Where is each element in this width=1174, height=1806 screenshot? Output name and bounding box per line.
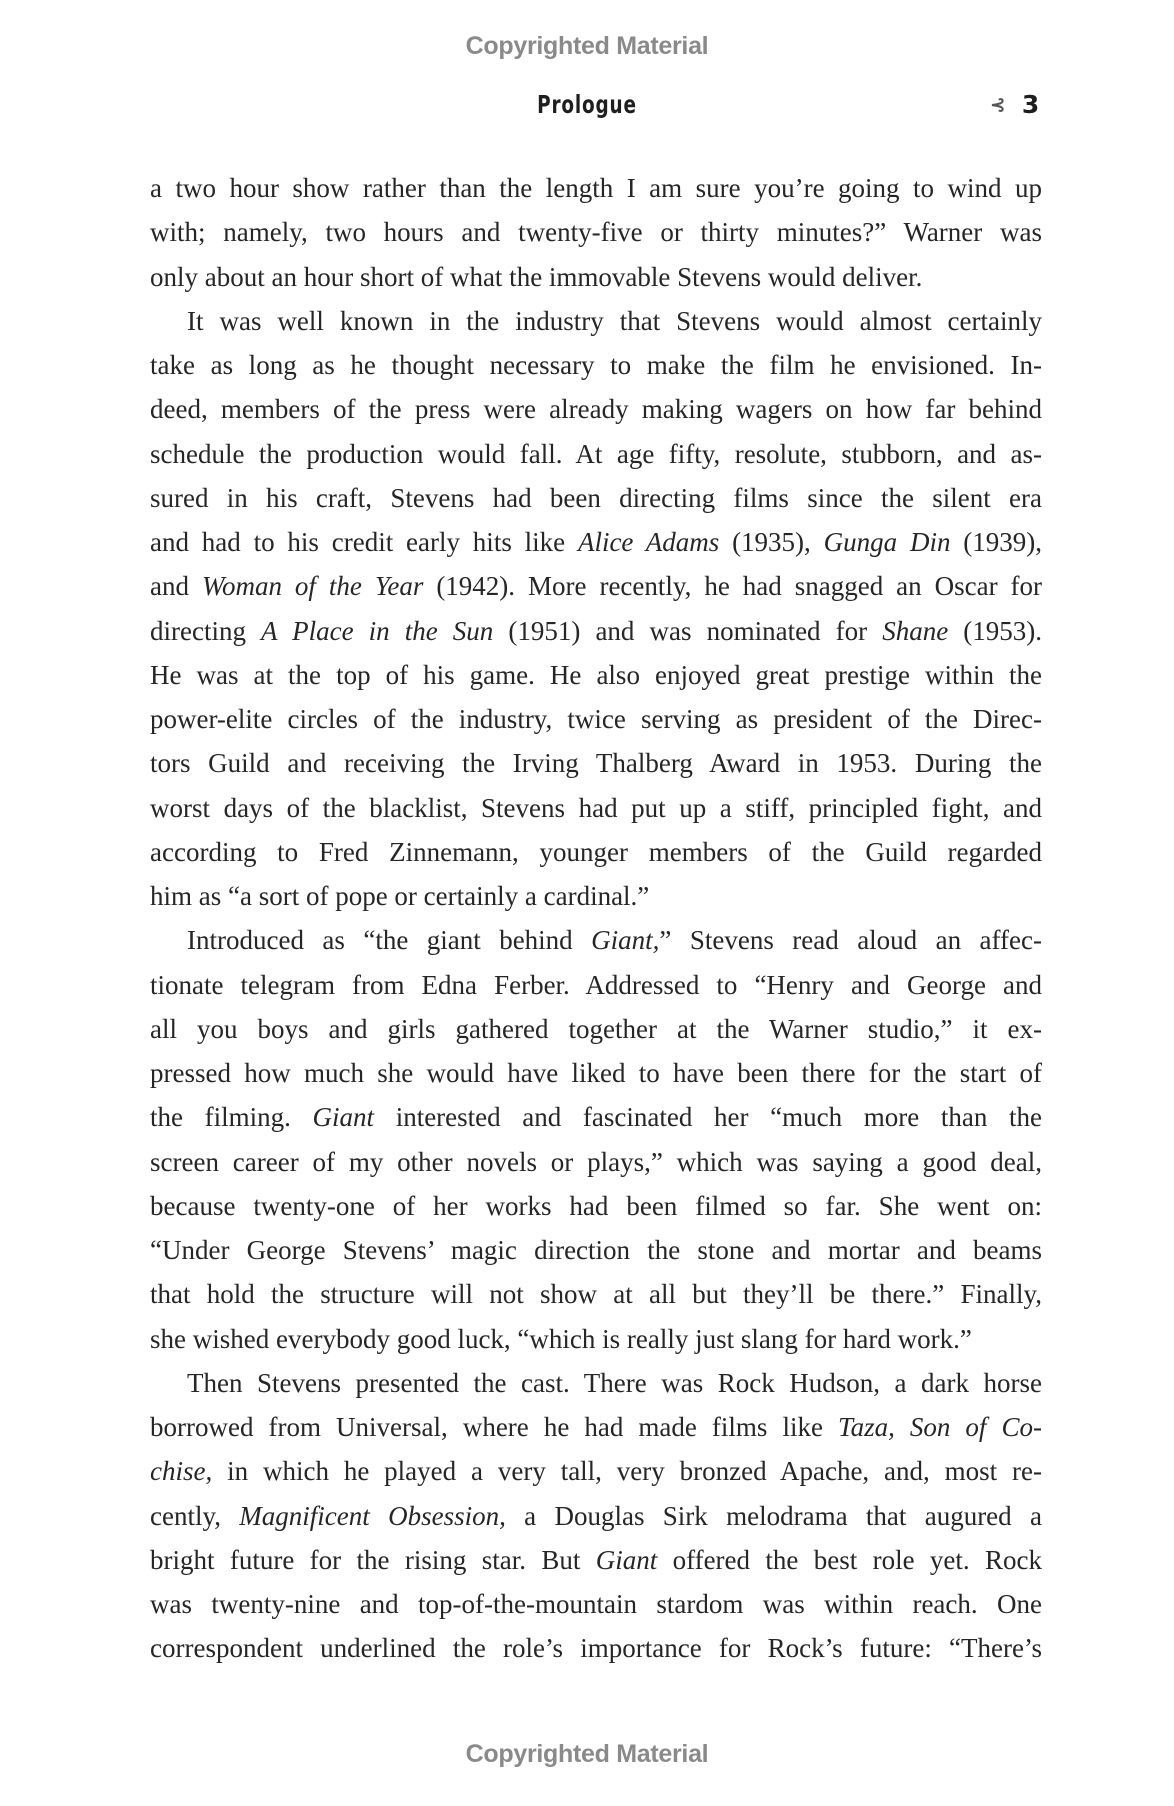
- text-run: directing: [150, 615, 262, 646]
- copyright-watermark-top: Copyrighted Material: [465, 32, 709, 60]
- text-line: [150, 1317, 1042, 1361]
- text-run: (1935),: [719, 527, 824, 557]
- text-line: [150, 1140, 1042, 1184]
- copyright-watermark-bottom: Copyrighted Material: [465, 1740, 709, 1768]
- text-line: [150, 1272, 1042, 1316]
- text-run: tors Guild and receiving the Irving Thalberg Award in 1953. During the: [150, 748, 1042, 779]
- text-run: according to Fred Zinnemann, younger members of the Guild regarded: [150, 836, 1042, 867]
- text-line: [150, 741, 1042, 785]
- text-line: [150, 1051, 1042, 1095]
- italic-title: Woman of the Year: [201, 571, 424, 602]
- text-line: [150, 564, 1042, 608]
- text-line: [150, 653, 1042, 697]
- text-run: a two hour show rather than the length I am sure you’re going to wind up: [150, 173, 1042, 203]
- italic-title: Magnificent Obsession,: [239, 1500, 506, 1531]
- italic-title: Shane: [882, 615, 949, 646]
- text-line: [150, 830, 1042, 874]
- text-run: in which he played a very tall, very bronzed Apache, and, most re-: [212, 1456, 1042, 1487]
- text-line: [150, 343, 1042, 387]
- text-line: [150, 1582, 1042, 1626]
- text-line: [150, 1538, 1042, 1582]
- text-run: (1939),: [950, 527, 1043, 557]
- text-line: [150, 697, 1042, 741]
- text-run: cently,: [150, 1500, 240, 1531]
- text-run: deed, members of the press were already making wagers on how far behind: [150, 394, 1042, 425]
- italic-title: chise,: [150, 1456, 213, 1487]
- text-run: with; namely, two hours and twenty-five or thirty minutes?” Warner was: [150, 217, 1042, 248]
- italic-title: A Place in the Sun: [261, 615, 494, 646]
- text-line: [150, 1626, 1042, 1670]
- text-line: [150, 299, 1042, 343]
- text-run: tionate telegram from Edna Ferber. Addressed to “Henry and George and: [150, 969, 1042, 1000]
- text-line: [150, 786, 1042, 830]
- italic-title: Giant: [312, 1102, 375, 1133]
- text-run: that hold the structure will not show at all but they’ll be there.” Finally,: [150, 1279, 1042, 1310]
- text-run: the filming.: [150, 1102, 313, 1133]
- text-run: schedule the production would fall. At age fifty, resolute, stubborn, and as-: [150, 438, 1042, 469]
- text-run: bright future for the rising star. But: [150, 1544, 596, 1575]
- text-run: (1942). More recently, he had snagged an Oscar for: [423, 571, 1043, 602]
- text-line: [150, 476, 1042, 520]
- text-line: [150, 166, 1042, 210]
- text-run: a Douglas Sirk melodrama that augured a: [505, 1500, 1042, 1531]
- text-run: because twenty-one of her works had been filmed so far. She went on:: [150, 1190, 1042, 1221]
- text-line: [150, 1228, 1042, 1272]
- text-run: (1953).: [948, 615, 1042, 646]
- text-run: He was at the top of his game. He also enjoyed great prestige within the: [150, 659, 1042, 690]
- text-run: him as “a sort of pope or certainly a cardinal.”: [150, 881, 650, 911]
- text-line: [150, 918, 1042, 962]
- italic-title: Giant: [595, 1544, 658, 1575]
- text-run: worst days of the blacklist, Stevens had put up a stiff, principled fight, and: [150, 792, 1042, 823]
- text-run: offered the best role yet. Rock: [657, 1544, 1043, 1575]
- text-run: was twenty-nine and top-of-the-mountain stardom was within reach. One: [150, 1589, 1042, 1619]
- running-head: [0, 90, 1174, 130]
- text-run: pressed how much she would have liked to have been there for the start of: [150, 1058, 1042, 1088]
- text-line: [150, 1449, 1042, 1493]
- text-run: she wished everybody good luck, “which is really just slang for hard work.”: [150, 1323, 972, 1354]
- text-line: [150, 874, 1042, 918]
- text-run: “Under George Stevens’ magic direction the stone and mortar and beams: [150, 1235, 1042, 1265]
- page-number: 3: [1021, 90, 1040, 119]
- text-run: screen career of my other novels or plays,” which was saying a good deal,: [150, 1146, 1042, 1177]
- text-run: correspondent underlined the role’s importance for Rock’s future: “There’s: [150, 1633, 1042, 1664]
- text-run: and: [150, 571, 202, 602]
- text-run: Then Stevens presented the cast. There was Rock Hudson, a dark horse: [187, 1367, 1042, 1398]
- text-run: Introduced as “the giant behind: [187, 925, 592, 956]
- text-line: [150, 432, 1042, 476]
- text-run: only about an hour short of what the immovable Stevens would deliver.: [150, 261, 923, 292]
- page-folio: [990, 90, 1039, 119]
- text-run: (1951) and was nominated for: [493, 615, 883, 646]
- italic-title: Gunga Din: [823, 527, 951, 557]
- text-run: ” Stevens read aloud an affec-: [659, 925, 1042, 956]
- italic-title: Taza, Son of Co-: [838, 1412, 1042, 1442]
- chapter-title: Prologue: [537, 90, 637, 119]
- text-line: [150, 1184, 1042, 1228]
- text-run: all you boys and girls gathered together at the Warner studio,” it ex-: [150, 1013, 1042, 1044]
- text-line: [150, 1405, 1042, 1449]
- text-run: take as long as he thought necessary to make the film he envisioned. In-: [150, 350, 1042, 380]
- text-line: [150, 255, 1042, 299]
- text-line: [150, 1007, 1042, 1051]
- fleuron-icon: ⊰: [990, 94, 1006, 116]
- italic-title: Giant,: [591, 925, 660, 956]
- text-run: and had to his credit early hits like: [150, 527, 578, 557]
- body-text: [150, 166, 1042, 1671]
- italic-title: Alice Adams: [577, 527, 720, 557]
- text-run: It was well known in the industry that Stevens would almost certainly: [187, 305, 1042, 336]
- text-line: [150, 1361, 1042, 1405]
- text-line: [150, 1095, 1042, 1139]
- text-line: [150, 520, 1042, 564]
- text-run: borrowed from Universal, where he had made films like: [150, 1412, 839, 1442]
- text-run: power-elite circles of the industry, twice serving as president of the Direc-: [150, 704, 1042, 734]
- text-line: [150, 387, 1042, 431]
- text-line: [150, 1494, 1042, 1538]
- text-line: [150, 609, 1042, 653]
- text-run: interested and fascinated her “much more than the: [374, 1102, 1042, 1133]
- text-run: sured in his craft, Stevens had been directing films since the silent era: [150, 482, 1042, 513]
- text-line: [150, 210, 1042, 254]
- text-line: [150, 963, 1042, 1007]
